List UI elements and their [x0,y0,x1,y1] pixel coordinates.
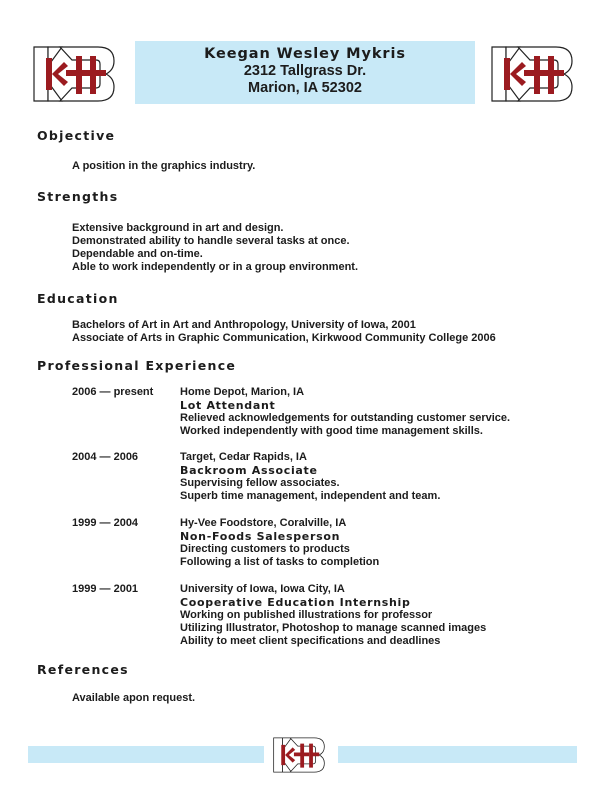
job-detail: Relieved acknowledgements for outstanding customer service. [180,412,511,424]
kwm-logo-icon [270,736,328,774]
city-state-zip: Marion, IA 52302 [248,80,362,96]
section-title-objective: Objective [37,128,116,143]
job-detail: Working on published illustrations for professor [180,609,433,621]
job-detail: Following a list of tasks to completion [180,556,380,568]
kwm-logo-icon [490,44,574,104]
kwm-logo-icon [32,44,116,104]
job-detail: Ability to meet client specifications and deadlines [180,635,441,647]
job-employer: Target, Cedar Rapids, IA [180,451,307,463]
footer-bar-right [338,746,577,763]
job-dates: 2006 — present [72,386,154,398]
job-employer: University of Iowa, Iowa City, IA [180,583,345,595]
education-item: Bachelors of Art in Art and Anthropology, University of Iowa, 2001 [72,319,416,331]
strength-item: Demonstrated ability to handle several tasks at once. [72,235,350,247]
job-dates: 1999 — 2004 [72,517,139,529]
job-employer: Home Depot, Marion, IA [180,386,305,398]
job-dates: 2004 — 2006 [72,451,139,463]
job-dates: 1999 — 2001 [72,583,139,595]
job-detail: Superb time management, independent and team. [180,490,441,502]
job-detail: Directing customers to products [180,543,350,555]
header-contact-box [135,41,475,104]
job-role: Cooperative Education Internship [180,596,411,609]
strength-item: Extensive background in art and design. [72,222,284,234]
street-address: 2312 Tallgrass Dr. [243,63,367,79]
strength-item: Dependable and on-time. [72,248,203,260]
references-text: Available apon request. [72,692,196,704]
job-role: Lot Attendant [180,399,276,412]
job-employer: Hy-Vee Foodstore, Coralville, IA [180,517,347,529]
job-detail: Supervising fellow associates. [180,477,340,489]
objective-text: A position in the graphics industry. [72,160,256,172]
job-detail: Worked independently with good time management skills. [180,425,483,437]
strength-item: Able to work independently or in a group environment. [72,261,359,273]
section-title-references: References [37,662,129,677]
footer-bar-left [28,746,264,763]
section-title-experience: Professional Experience [37,358,237,373]
section-title-strengths: Strengths [37,189,119,204]
job-role: Backroom Associate [180,464,318,477]
education-item: Associate of Arts in Graphic Communication, Kirkwood Community College 2006 [72,332,496,344]
applicant-name: Keegan Wesley Mykris [204,46,406,62]
section-title-education: Education [37,291,119,306]
job-role: Non-Foods Salesperson [180,530,341,543]
job-detail: Utilizing Illustrator, Photoshop to manage scanned images [180,622,487,634]
